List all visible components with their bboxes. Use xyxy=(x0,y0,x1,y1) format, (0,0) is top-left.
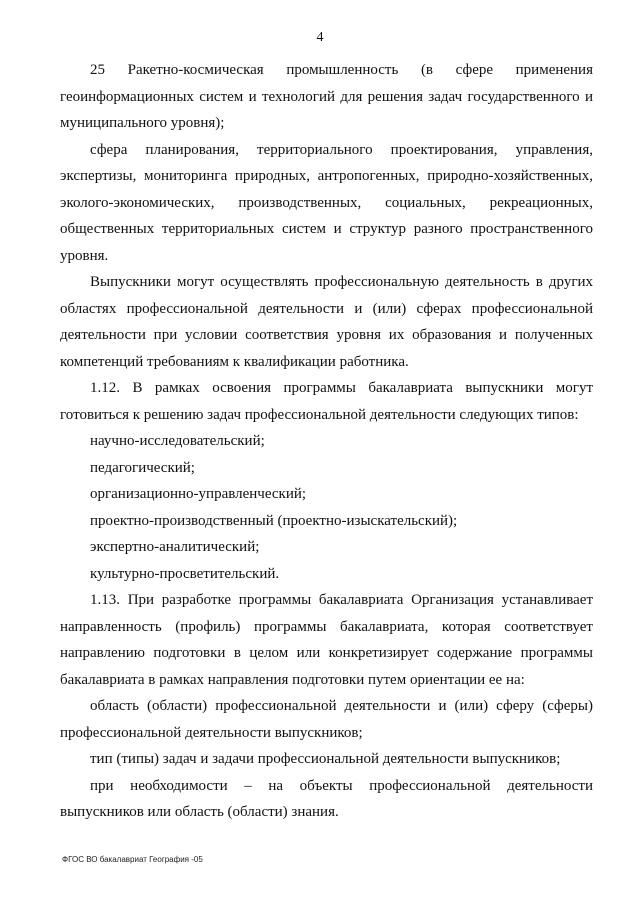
list-item: организационно-управленческий; xyxy=(90,486,307,502)
list-item: экспертно-аналитический; xyxy=(90,539,260,555)
paragraph: при необходимости – на объекты профессиональной деятельности выпускников или область (области) знания. xyxy=(60,777,593,820)
paragraph: область (области) профессиональной деятельности и (или) сферу (сферы) профессиональной деятельности выпускников; xyxy=(60,698,593,741)
list-item: педагогический; xyxy=(90,459,195,476)
page-footer: ФГОС ВО бакалавриат География -05 xyxy=(62,855,203,864)
paragraph: тип (типы) задач и задачи профессиональной деятельности выпускников; xyxy=(90,751,561,767)
document-body xyxy=(60,57,593,826)
paragraph: сфера планирования, территориального проектирования, управления, экспертизы, мониторинга природных, антропогенных, природно-хозяйственных, эколого-экономических, производственных, социальных, рекреационных, общественных территориальных систем и структур разного пространственного уровня. xyxy=(60,141,593,264)
paragraph: 1.12. В рамках освоения программы бакалавриата выпускники могут готовиться к решению задач профессиональной деятельности следующих типов: xyxy=(60,380,593,423)
paragraph: 1.13. При разработке программы бакалавриата Организация устанавливает направленность (профиль) программы бакалавриата, которая соответствует направлению подготовки в целом или конкретизирует содержание программы бакалавриата в рамках направления подготовки путем ориентации ее на: xyxy=(60,592,593,688)
paragraph: Выпускники могут осуществлять профессиональную деятельность в других областях профессиональной деятельности и (или) сферах профессиональной деятельности при условии соответствия уровня их образования и полученных компетенций требованиям к квалификации работника. xyxy=(60,274,593,370)
page-number: 4 xyxy=(316,30,324,45)
list-item: проектно-производственный (проектно-изыскательский); xyxy=(90,512,458,529)
list-item: культурно-просветительский. xyxy=(90,565,280,582)
list-item: научно-исследовательский; xyxy=(90,433,265,449)
paragraph: 25 Ракетно-космическая промышленность (в сфере применения геоинформационных систем и технологий для решения задач государственного и муниципального уровня); xyxy=(60,62,593,131)
